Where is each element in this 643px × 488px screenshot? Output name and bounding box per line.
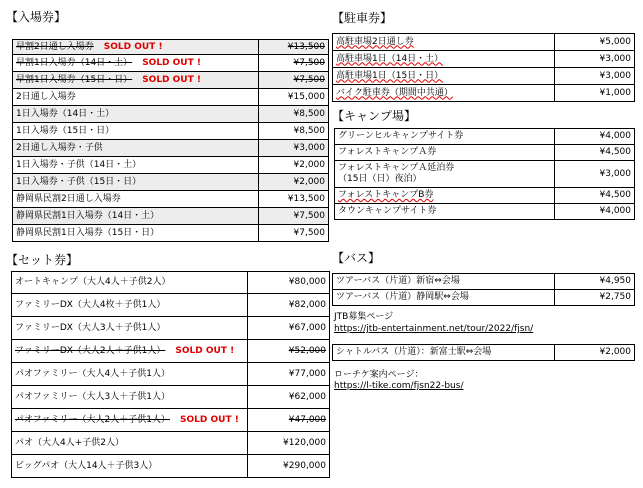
ticket-name-line1: フォレストキャンプＡ延泊券 — [338, 163, 455, 173]
ticket-name: 2日通し入場券 — [13, 89, 259, 106]
camp-table — [334, 128, 635, 220]
ticket-price: ¥82,000 — [248, 294, 330, 317]
sold-out-label: SOLD OUT ! — [180, 414, 239, 425]
ticket-name: ビッグパオ（大人14人＋子供3人） — [12, 455, 248, 478]
sold-out-label: SOLD OUT ! — [175, 345, 235, 356]
set-table — [11, 271, 330, 478]
ticket-name: 1日入場券（15日・日） — [13, 123, 259, 140]
ticket-name: パオファミリー（大人3人＋子供1人） — [12, 386, 248, 409]
table-row — [12, 455, 330, 478]
ticket-price: ¥13,500 — [259, 40, 329, 55]
ticket-name: 高駐車場1日（14日・土） — [333, 51, 555, 68]
table-row — [333, 274, 635, 290]
ticket-price: ¥5,000 — [555, 34, 635, 51]
ticket-price: ¥15,000 — [259, 89, 329, 106]
table-row — [13, 208, 329, 225]
ticket-price: ¥4,000 — [555, 129, 635, 145]
ticket-price: ¥7,500 — [259, 225, 329, 242]
ticket-price: ¥3,000 — [259, 140, 329, 157]
sold-out-label: SOLD OUT ! — [103, 41, 163, 52]
ticket-price: ¥8,500 — [259, 123, 329, 140]
ticket-price: ¥80,000 — [248, 272, 330, 294]
ticket-name: 2日通し入場券・子供 — [13, 140, 259, 157]
jtb-link[interactable]: https://jtb-entertainment.net/tour/2022/fjsn/ — [334, 324, 534, 334]
table-row — [335, 161, 635, 188]
ticket-name: フォレストキャンプB券 — [335, 188, 555, 204]
ticket-price: ¥3,000 — [555, 51, 635, 68]
ticket-price: ¥62,000 — [248, 386, 330, 409]
ticket-price: ¥1,000 — [555, 85, 635, 102]
table-row — [13, 106, 329, 123]
ticket-name: ファミリーDX（大人2人＋子供1人） SOLD OUT ! — [12, 340, 248, 363]
ticket-price: ¥8,500 — [259, 106, 329, 123]
table-row — [13, 140, 329, 157]
bus-heading: 【バス】 — [332, 251, 381, 265]
table-row — [13, 55, 329, 72]
ticket-price: ¥2,000 — [259, 157, 329, 174]
ticket-name: 早割2日通し入場券 SOLD OUT ! — [13, 40, 259, 55]
shuttle-bus-table — [332, 344, 635, 361]
table-row — [13, 123, 329, 140]
ticket-name: オートキャンプ（大人4人＋子供2人） — [12, 272, 248, 294]
table-row — [335, 188, 635, 204]
ticket-price: ¥7,500 — [259, 55, 329, 72]
ticket-name: 静岡県民割2日通し入場券 — [13, 191, 259, 208]
ticket-name: シャトルバス（片道）：新富士駅⇔会場 — [333, 345, 555, 361]
ticket-name: 高駐車場1日（15日・日） — [333, 68, 555, 85]
lawson-link[interactable]: https://l-tike.com/fjsn22-bus/ — [334, 381, 464, 391]
ticket-price: ¥67,000 — [248, 317, 330, 340]
ticket-name: 早割1日入場券（14日・土） SOLD OUT ! — [13, 55, 259, 72]
ticket-price: ¥4,000 — [555, 204, 635, 220]
ticket-name: ファミリーDX（大人3人＋子供1人） — [12, 317, 248, 340]
ticket-name: パオファミリー（大人4人＋子供1人） — [12, 363, 248, 386]
table-row — [12, 272, 330, 294]
ticket-name: 静岡県民割1日入場券（15日・日） — [13, 225, 259, 242]
ticket-price: ¥7,500 — [259, 208, 329, 225]
admission-heading: 【入場券】 — [6, 10, 67, 24]
admission-table — [12, 39, 329, 242]
table-row — [13, 157, 329, 174]
table-row — [13, 174, 329, 191]
camp-heading: 【キャンプ場】 — [332, 109, 417, 123]
ticket-name: バイク駐車券（期間中共通） — [333, 85, 555, 102]
ticket-name: タウンキャンプサイト券 — [335, 204, 555, 220]
ticket-price: ¥4,500 — [555, 145, 635, 161]
ticket-price: ¥2,750 — [555, 290, 635, 306]
ticket-name: ファミリーDX（大人4枚＋子供1人） — [12, 294, 248, 317]
ticket-name: 早割1日入場券（15日・日） SOLD OUT ! — [13, 72, 259, 89]
table-row — [333, 290, 635, 306]
ticket-name-line2: （15日（日）夜泊） — [338, 174, 422, 184]
ticket-name: 1日入場券・子供（15日・日） — [13, 174, 259, 191]
table-row — [333, 85, 635, 102]
ticket-name: 1日入場券（14日・土） — [13, 106, 259, 123]
ticket-price: ¥77,000 — [248, 363, 330, 386]
table-row — [12, 409, 330, 432]
ticket-price: ¥3,000 — [555, 161, 635, 188]
table-row — [13, 89, 329, 106]
table-row — [12, 294, 330, 317]
ticket-name: 1日入場券・子供（14日・土） — [13, 157, 259, 174]
table-row — [333, 51, 635, 68]
ticket-price: ¥47,000 — [248, 409, 330, 432]
ticket-price: ¥4,950 — [555, 274, 635, 290]
sold-out-label: SOLD OUT ! — [142, 74, 201, 85]
table-row — [335, 145, 635, 161]
ticket-price: ¥52,000 — [248, 340, 330, 363]
table-row — [333, 345, 635, 361]
table-row — [12, 317, 330, 340]
table-row — [12, 432, 330, 455]
table-row — [12, 363, 330, 386]
ticket-price: ¥13,500 — [259, 191, 329, 208]
tour-bus-table — [332, 273, 635, 306]
ticket-price: ¥2,000 — [259, 174, 329, 191]
table-row — [13, 225, 329, 242]
ticket-name: ツアーバス（片道）静岡駅⇔会場 — [333, 290, 555, 306]
parking-heading: 【駐車券】 — [332, 11, 393, 25]
table-row — [335, 204, 635, 220]
ticket-name: 静岡県民割1日入場券（14日・土） — [13, 208, 259, 225]
ticket-name: パオファミリー（大人2人＋子供1人） SOLD OUT ! — [12, 409, 248, 432]
ticket-price: ¥120,000 — [248, 432, 330, 455]
ticket-price: ¥7,500 — [259, 72, 329, 89]
table-row — [333, 34, 635, 51]
sold-out-label: SOLD OUT ! — [142, 57, 201, 68]
ticket-name: フォレストキャンプＡ券 — [335, 145, 555, 161]
table-row — [13, 191, 329, 208]
ticket-price: ¥2,000 — [555, 345, 635, 361]
ticket-price: ¥3,000 — [555, 68, 635, 85]
table-row — [13, 40, 329, 55]
table-row — [335, 129, 635, 145]
table-row — [12, 340, 330, 363]
table-row — [12, 386, 330, 409]
jtb-note: JTB募集ページ — [334, 312, 394, 322]
ticket-price: ¥290,000 — [248, 455, 330, 478]
ticket-name: パオ（大人4人+子供2人） — [12, 432, 248, 455]
parking-table — [332, 33, 635, 102]
lawson-note: ローチケ案内ページ： — [334, 370, 424, 380]
set-heading: 【セット券】 — [6, 253, 79, 267]
table-row — [13, 72, 329, 89]
ticket-price: ¥4,500 — [555, 188, 635, 204]
ticket-name: グリーンヒルキャンプサイト券 — [335, 129, 555, 145]
table-row — [333, 68, 635, 85]
ticket-name: ツアーバス（片道）新宿⇔会場 — [333, 274, 555, 290]
ticket-name: 高駐車場2日通し券 — [333, 34, 555, 51]
ticket-name — [335, 161, 555, 188]
